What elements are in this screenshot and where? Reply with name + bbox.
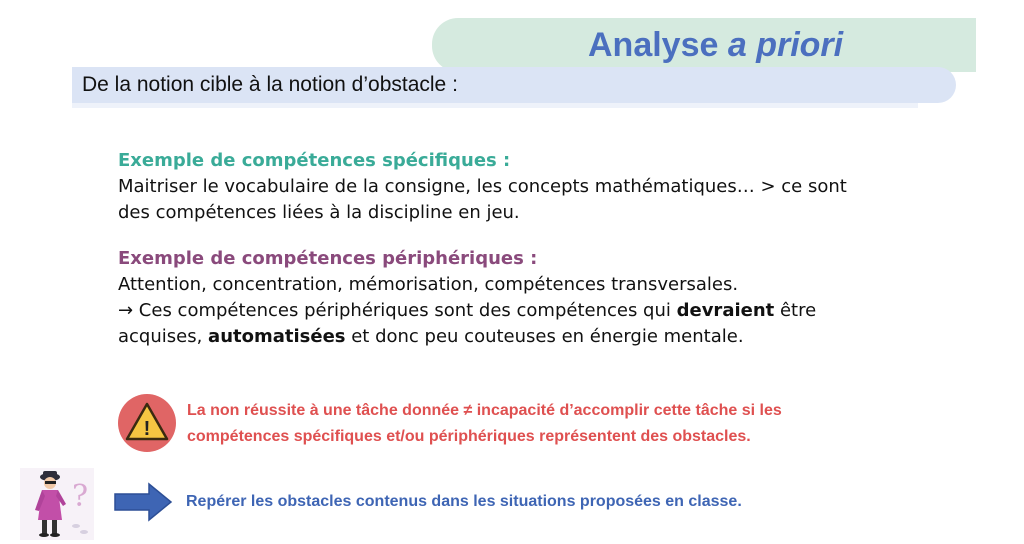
peripheral-line-3-prefix: acquises, <box>118 326 209 347</box>
peripheral-skills-line-3 <box>118 324 938 350</box>
specific-skills-block <box>118 148 938 226</box>
peripheral-line-3-bold: automatisées <box>208 326 346 347</box>
warning-line-1: La non réussite à une tâche donnée ≠ incapacité d’accomplir cette tâche si les <box>187 402 782 419</box>
specific-skills-heading: Exemple de compétences spécifiques : <box>118 150 511 171</box>
peripheral-skills-line-1: Attention, concentration, mémorisation, compétences transversales. <box>118 274 739 295</box>
peripheral-skills-heading: Exemple de compétences périphériques : <box>118 248 538 269</box>
peripheral-line-3-suffix: et donc peu couteuses en énergie mentale. <box>345 326 744 347</box>
arrow-right-icon <box>113 482 173 522</box>
specific-skills-line-1: Maitriser le vocabulaire de la consigne, les concepts mathématiques… > ce sont <box>118 176 847 197</box>
peripheral-skills-line-2 <box>118 298 938 324</box>
warning-triangle-icon <box>117 393 177 453</box>
action-message: Repérer les obstacles contenus dans les situations proposées en classe. <box>186 493 742 510</box>
warning-line-2: compétences spécifiques et/ou périphériques représentent des obstacles. <box>187 428 751 445</box>
specific-skills-line-2: des compétences liées à la discipline en jeu. <box>118 202 520 223</box>
title-italic: a priori <box>727 26 844 64</box>
peripheral-skills-block <box>118 246 938 350</box>
warning-glyph: ! <box>143 418 151 440</box>
peripheral-line-2-bold: devraient <box>676 300 775 321</box>
peripheral-line-2-prefix: → Ces compétences périphériques sont des compétences qui <box>118 300 677 321</box>
title-main: Analyse <box>588 26 728 64</box>
warning-message <box>187 398 782 450</box>
question-mark-glyph: ? <box>72 479 89 514</box>
peripheral-line-2-suffix: être <box>774 300 817 321</box>
detective-figure-icon <box>20 468 94 540</box>
slide-subtitle: De la notion cible à la notion d’obstacle : <box>82 73 458 96</box>
slide-title <box>588 26 843 65</box>
subtitle-banner-shadow <box>72 103 918 108</box>
